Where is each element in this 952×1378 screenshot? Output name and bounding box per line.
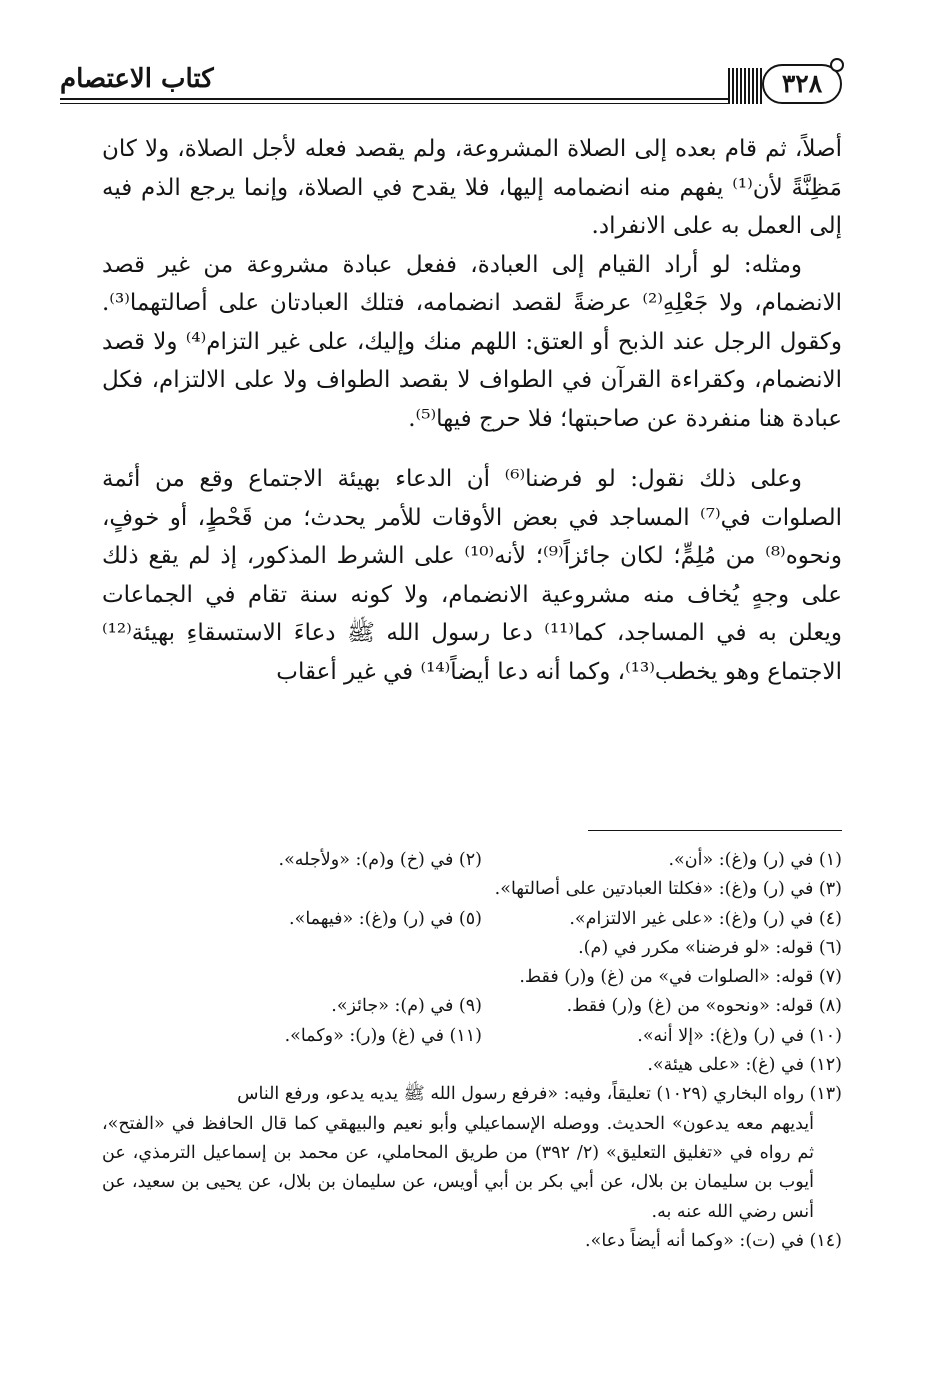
footnote-9: (٩) في (م): «جائز». — [331, 996, 482, 1017]
footnote-13: (١٣) رواه البخاري (١٠٢٩) تعليقاً، وفيه: «فرفع رسول الله ﷺ يديه يدعو، ورفع الناس — [237, 1084, 842, 1105]
footnote-10: (١٠) في (ر) و(غ): «إلا أنه». — [637, 1025, 842, 1046]
footnote-2: (٢) في (خ) و(م): «ولأجله». — [278, 850, 482, 870]
footnote-11: (١١) في (غ) و(ر): «وكما». — [284, 1025, 482, 1046]
main-text — [102, 130, 842, 691]
footnote-8: (٨) قوله: «ونحوه» من (غ) و(ر) فقط. — [566, 996, 842, 1017]
header-ornament — [728, 68, 762, 104]
paragraph-2: ومثله: لو أراد القيام إلى العبادة، ففعل عبادة مشروعة من غير قصد الانضمام، ولا جَعْلِهِ⁽²⁾ عرضةً لقصد انضمامه، فتلك العبادتان على أصالتهما⁽³⁾. وكقول الرجل عند الذبح أو العتق: اللهم منك وإليك، على غير التزام⁽⁴⁾ ولا قصد الانضمام، وكقراءة القرآن في الطواف لا بقصد الطواف ولا على الالتزام، فكل عبادة هنا منفردة عن صاحبتها؛ فلا حرج فيها⁽⁵⁾. — [102, 251, 843, 432]
header-rule — [60, 98, 744, 104]
paragraph-1: أصلاً، ثم قام بعده إلى الصلاة المشروعة، ولم يقصد فعله لأجل الصلاة، ولا كان مَظِنَّةً لأن⁽¹⁾ يفهم منه انضمامه إليها، فلا يقدح في الصلاة، وإنما يرجع الذم فيه إلى العمل به على الانفراد. — [102, 136, 842, 239]
footnote-6: (٦) قوله: «لو فرضنا» مكرر في (م). — [578, 937, 842, 958]
footnote-separator — [588, 830, 842, 831]
page-number: ٣٢٨ — [762, 64, 842, 104]
footnote-1: (١) في (ر) و(غ): «أن». — [668, 850, 842, 870]
paragraph-3: وعلى ذلك نقول: لو فرضنا⁽⁶⁾ أن الدعاء بهيئة الاجتماع وقع من أئمة الصلوات في⁽⁷⁾ المساجد في بعض الأوقات للأمر يحدث؛ من قَحْطٍ، أو خوفٍ، ونحوه⁽⁸⁾ من مُلِمٍّ؛ لكان جائزاً⁽⁹⁾؛ لأنه⁽¹⁰⁾ على الشرط المذكور، إذ لم يقع ذلك على وجهٍ يُخاف منه مشروعية الانضمام، ولا كونه سنة تقام في الجماعات ويعلن به في المساجد، كما⁽¹¹⁾ دعا رسول الله ﷺ دعاءَ الاستسقاءِ بهيئة⁽¹²⁾ الاجتماع وهو يخطب⁽¹³⁾، وكما أنه دعا أيضاً⁽¹⁴⁾ في غير أعقاب — [102, 466, 842, 685]
footnotes — [102, 846, 842, 1256]
footnote-14: (١٤) في (ت): «وكما أنه أيضاً دعا». — [585, 1230, 842, 1251]
footnote-row — [102, 846, 842, 875]
footnote-12: (١٢) في (غ): «على هيئة». — [647, 1055, 842, 1076]
book-title: كتاب الاعتصام — [60, 64, 214, 94]
footnote-4: (٤) في (ر) و(غ): «على غير الالتزام». — [569, 908, 842, 929]
page-header — [60, 58, 842, 104]
footnote-row — [102, 992, 842, 1021]
footnote-7: (٧) قوله: «الصلوات في» من (غ) و(ر) فقط. — [519, 967, 842, 988]
footnote-3: (٣) في (ر) و(غ): «فكلتا العبادتين على أصالتها». — [494, 879, 842, 900]
footnote-13-continued: أيديهم معه يدعون» الحديث. ووصله الإسماعيلي وأبو نعيم والبيهقي كما قال الحافظ في «الفتح»، ثم رواه في «تغليق التعليق» (٢/ ٣٩٢) من طريق المحاملي، عن محمد بن إسماعيل الترمذي، عن أيوب بن سليمان بن بلال، عن أبي بكر بن أبي أويس، عن سليمان بن بلال، عن يحيى بن سعيد، عن أنس رضي الله عنه به. — [102, 1113, 814, 1222]
badge-ornament-dot — [830, 58, 844, 72]
footnote-row — [102, 905, 842, 934]
footnote-row — [102, 1022, 842, 1051]
footnote-5: (٥) في (ر) و(غ): «فيهما». — [289, 908, 482, 929]
